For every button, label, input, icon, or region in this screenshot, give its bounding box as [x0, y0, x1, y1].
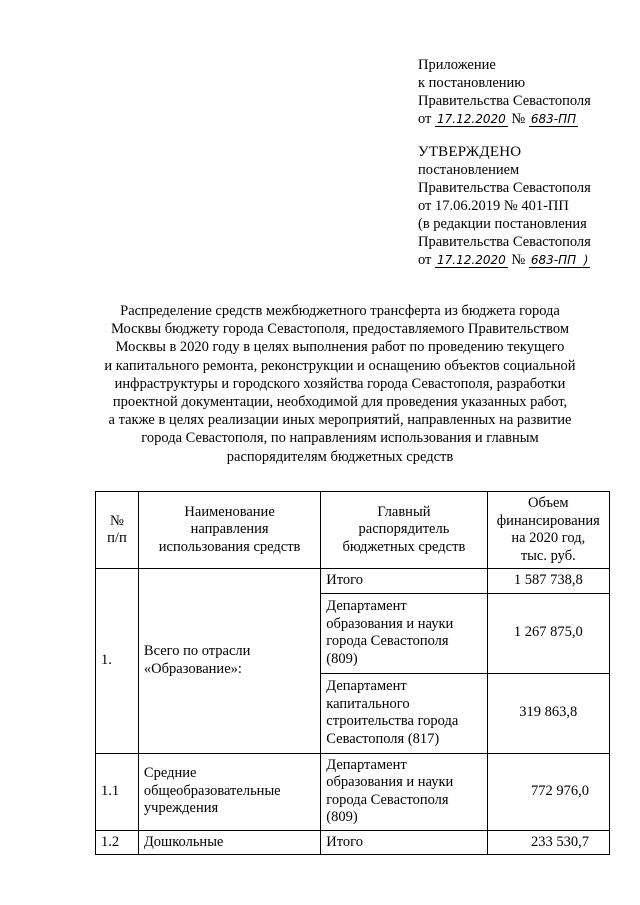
- approved-date-line: [418, 251, 591, 269]
- appendix-block: [418, 56, 591, 128]
- appendix-date-handwritten: 17.12.2020: [437, 112, 506, 126]
- row-1-sub-3-distributor: Департамент капитального строительства города Севастополя (817): [321, 673, 487, 753]
- approved-date-handwritten: 17.12.2020: [437, 253, 506, 267]
- document-title: [95, 302, 585, 466]
- row-2-distributor: Департамент образования и науки города Севастополя (809): [321, 753, 487, 830]
- approved-line-3: от 17.06.2019 № 401-ПП: [418, 198, 569, 214]
- row-2-num: 1.1: [96, 753, 139, 830]
- appendix-number-handwritten: 683-ПП: [530, 112, 577, 126]
- header-num: № п/п: [96, 492, 139, 569]
- approved-close-paren: ): [583, 253, 589, 267]
- header-name: Наименование направления использования средств: [138, 492, 320, 569]
- row-3-volume: 233 530,7: [487, 830, 609, 855]
- title-line: Москвы в 2020 году в целях выполнения работ по проведению текущего: [115, 339, 565, 356]
- row-1-num: 1.: [96, 569, 139, 754]
- table-row: [96, 753, 610, 830]
- row-3-distributor: Итого: [321, 830, 487, 855]
- table-row: [96, 569, 610, 594]
- row-3-name: Дошкольные: [138, 830, 320, 855]
- approved-number-handwritten: [529, 254, 591, 268]
- table-row: [96, 830, 610, 855]
- title-line: инфраструктуры и городского хозяйства города Севастополя, разработки: [114, 375, 566, 392]
- title-line: проектной документации, необходимой для проведения указанных работ,: [112, 394, 568, 411]
- row-1-sub-2-distributor: Департамент образования и науки города Севастополя (809): [321, 593, 487, 673]
- appendix-line-1: Приложение: [418, 57, 496, 73]
- title-line: Распределение средств межбюджетного трансферта из бюджета города: [120, 303, 560, 319]
- row-2-volume: 772 976,0: [487, 753, 609, 830]
- row-1-sub-2-volume: 1 267 875,0: [487, 593, 609, 673]
- approved-line-1: постановлением: [418, 162, 520, 178]
- appendix-date-line: [418, 110, 591, 128]
- appendix-date-prefix: от: [418, 111, 432, 127]
- approved-date-prefix: от: [418, 252, 432, 268]
- row-2-name: Средние общеобразовательные учреждения: [138, 753, 320, 830]
- approved-line-4: (в редакции постановления: [418, 216, 587, 232]
- header-distributor: Главный распорядитель бюджетных средств: [321, 492, 487, 569]
- appendix-line-3: Правительства Севастополя: [418, 93, 591, 109]
- row-3-num: 1.2: [96, 830, 139, 855]
- approved-line-2: Правительства Севастополя: [418, 180, 591, 196]
- appendix-line-2: к постановлению: [418, 75, 526, 91]
- row-1-sub-1-distributor: Итого: [321, 569, 487, 594]
- title-line: а также в целях реализации иных мероприятий, направленных на развитие: [108, 412, 572, 429]
- appendix-number-prefix: №: [511, 111, 526, 127]
- header-volume: Объем финансирования на 2020 год, тыс. руб.: [487, 492, 609, 569]
- approved-heading: УТВЕРЖДЕНО: [418, 144, 522, 160]
- title-line: Москвы бюджету города Севастополя, предоставляемого Правительством: [110, 321, 570, 338]
- approved-number-value: 683-ПП: [530, 253, 577, 267]
- row-1-sub-3-volume: 319 863,8: [487, 673, 609, 753]
- title-line: распорядителям бюджетных средств: [226, 448, 454, 465]
- row-1-name: Всего по отрасли «Образование»:: [138, 569, 320, 754]
- title-line: города Севастополя, по направлениям использования и главным: [141, 430, 539, 447]
- title-line: и капитального ремонта, реконструкции и оснащению объектов социальной: [104, 357, 576, 374]
- approved-line-5: Правительства Севастополя: [418, 234, 591, 250]
- budget-table: [95, 491, 610, 855]
- table-header-row: [96, 492, 610, 569]
- approved-block: [418, 143, 591, 269]
- row-1-sub-1-volume: 1 587 738,8: [487, 569, 609, 594]
- approved-number-prefix: №: [511, 252, 526, 268]
